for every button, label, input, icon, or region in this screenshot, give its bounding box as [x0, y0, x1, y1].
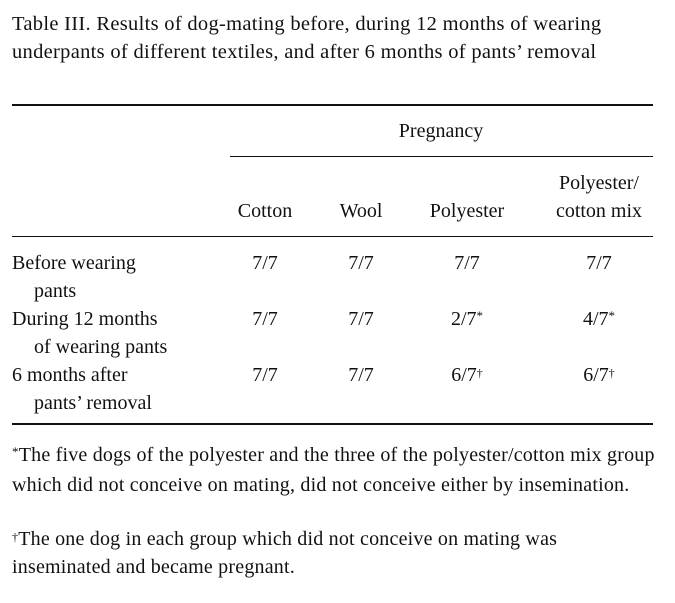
row-label-line1: During 12 months — [12, 308, 158, 330]
table-row — [12, 249, 136, 305]
column-header-polyester: Polyester — [429, 200, 505, 222]
row-label-line1: 6 months after — [12, 364, 128, 386]
row-label-line1: Before wearing — [12, 252, 136, 274]
header-rule — [12, 236, 653, 237]
row-label-line2: of wearing pants — [34, 336, 168, 358]
table-row — [12, 305, 167, 361]
column-header-cotton: Cotton — [237, 200, 293, 222]
asterisk-mark: * — [476, 308, 484, 323]
cell-value: 2/7* — [450, 308, 484, 330]
row-label-line2: pants — [34, 280, 77, 302]
column-header-polyester-cotton-line1: Polyester/ — [559, 172, 639, 194]
cell-value: 7/7 — [252, 308, 278, 330]
cell-value: 7/7 — [348, 364, 374, 386]
cell-value: 7/7 — [252, 364, 278, 386]
cell-value: 4/7* — [582, 308, 616, 330]
top-rule — [12, 104, 653, 106]
bottom-rule — [12, 423, 653, 425]
spanner-rule — [230, 156, 653, 157]
column-header-wool: Wool — [339, 200, 383, 222]
cell-value: 7/7 — [348, 252, 374, 274]
cell-value: 6/7† — [583, 364, 615, 386]
table-caption: Table III. Results of dog-mating before, during 12 months of wearing underpants of different textiles, and after 6 months of pants’ removal — [12, 13, 602, 63]
column-header-polyester-cotton-line2: cotton mix — [555, 200, 643, 222]
footnote-dagger: †The one dog in each group which did not conceive on mating was inseminated and became pregnant. — [12, 528, 558, 578]
cell-value: 7/7 — [454, 252, 480, 274]
dagger-mark: † — [608, 366, 615, 380]
cell-value: 7/7 — [586, 252, 612, 274]
cell-value: 7/7 — [252, 252, 278, 274]
dagger-mark: † — [476, 366, 483, 380]
dagger-mark: † — [12, 530, 19, 544]
footnote-asterisk: *The five dogs of the polyester and the three of the polyester/cotton mix group which did not conceive on mating, did not conceive either by insemination. — [12, 444, 655, 496]
table-row — [12, 361, 152, 417]
cell-value: 7/7 — [348, 308, 374, 330]
row-label-line2: pants’ removal — [34, 392, 152, 414]
asterisk-mark: * — [608, 308, 616, 323]
asterisk-mark: * — [12, 444, 19, 459]
cell-value: 6/7† — [451, 364, 483, 386]
spanner-heading-pregnancy: Pregnancy — [398, 120, 484, 142]
